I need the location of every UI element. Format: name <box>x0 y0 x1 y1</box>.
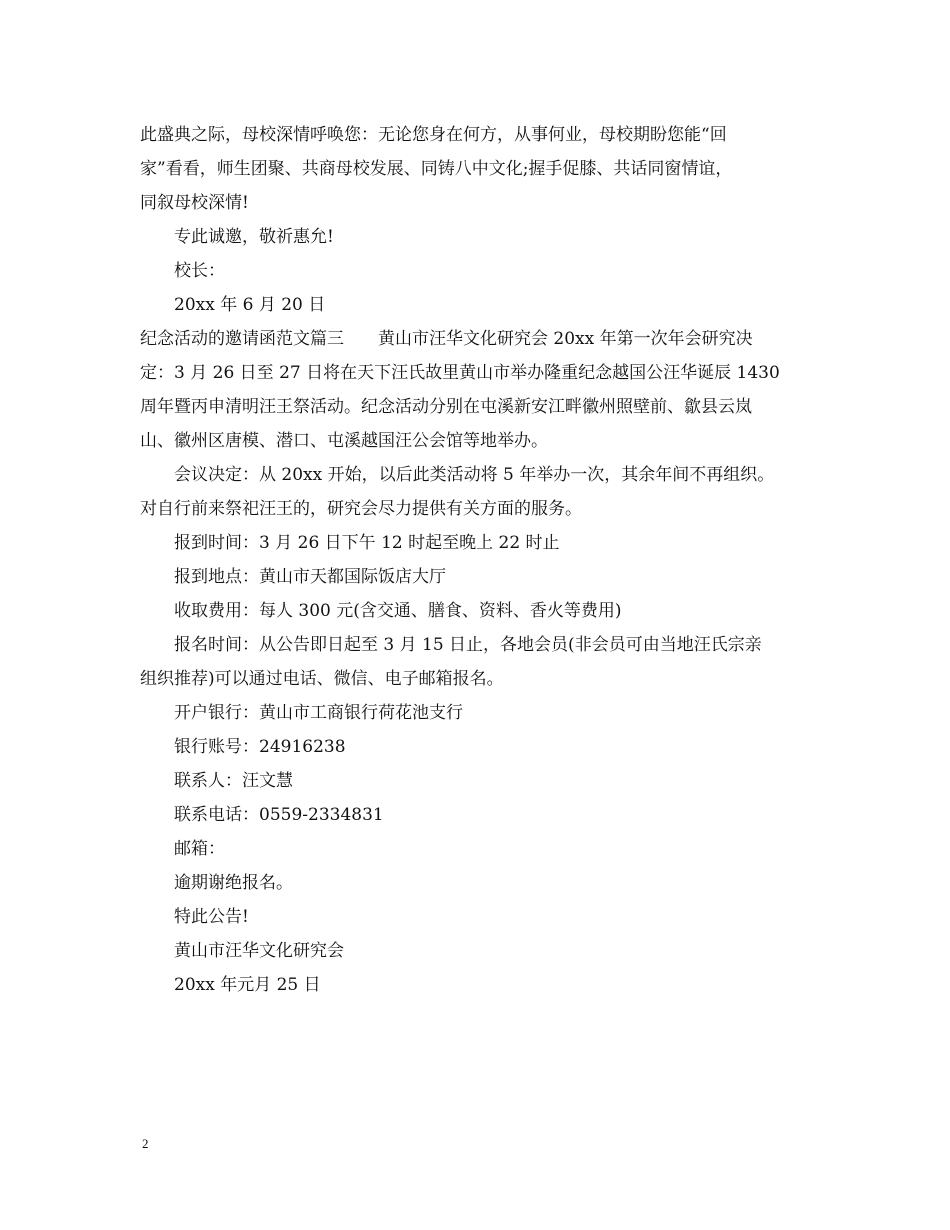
paragraph-line: 特此公告! <box>174 907 249 927</box>
paragraph-line: 此盛典之际，母校深情呼唤您：无论您身在何方，从事何业，母校期盼您能“回 <box>140 125 727 145</box>
paragraph-line: 报名时间：从公告即日起至 3 月 15 日止，各地会员(非会员可由当地汪氏宗亲 <box>174 635 762 655</box>
paragraph-line: 联系电话：0559-2334831 <box>174 805 384 825</box>
paragraph-line: 银行账号：24916238 <box>174 737 346 757</box>
paragraph-line: 逾期谢绝报名。 <box>174 873 293 893</box>
document-body <box>140 118 830 1002</box>
paragraph-line: 开户银行：黄山市工商银行荷花池支行 <box>174 703 463 723</box>
paragraph-line: 定：3 月 26 日至 27 日将在天下汪氏故里黄山市举办隆重纪念越国公汪华诞辰 1430 <box>140 363 780 383</box>
page-number: 2 <box>142 1136 149 1151</box>
paragraph-line: 校长： <box>174 261 225 281</box>
paragraph-line: 纪念活动的邀请函范文篇三 黄山市汪华文化研究会 20xx 年第一次年会研究决 <box>140 329 753 349</box>
paragraph-line: 家”看看，师生团聚、共商母校发展、同铸八中文化;握手促膝、共话同窗情谊， <box>140 159 733 179</box>
paragraph-line: 联系人：汪文慧 <box>174 771 293 791</box>
paragraph-line: 报到地点：黄山市天都国际饭店大厅 <box>174 567 446 587</box>
paragraph-line: 20xx 年 6 月 20 日 <box>174 295 326 315</box>
paragraph-line: 对自行前来祭祀汪王的，研究会尽力提供有关方面的服务。 <box>140 499 582 519</box>
paragraph-line: 专此诚邀，敬祈惠允! <box>174 227 334 247</box>
paragraph-line: 报到时间：3 月 26 日下午 12 时起至晚上 22 时止 <box>174 533 560 553</box>
paragraph-line: 山、徽州区唐模、潜口、屯溪越国汪公会馆等地举办。 <box>140 431 548 451</box>
paragraph-line: 20xx 年元月 25 日 <box>174 975 321 995</box>
paragraph-line: 组织推荐)可以通过电话、微信、电子邮箱报名。 <box>140 669 504 689</box>
paragraph-line: 周年暨丙申清明汪王祭活动。纪念活动分别在屯溪新安江畔徽州照壁前、歙县云岚 <box>140 397 752 417</box>
paragraph-line: 会议决定：从 20xx 开始，以后此类活动将 5 年举办一次，其余年间不再组织。 <box>174 465 775 485</box>
paragraph-line: 邮箱： <box>174 839 225 859</box>
paragraph-line: 收取费用：每人 300 元(含交通、膳食、资料、香火等费用) <box>174 601 622 621</box>
paragraph-line: 同叙母校深情! <box>140 193 249 213</box>
paragraph-line: 黄山市汪华文化研究会 <box>174 941 344 961</box>
